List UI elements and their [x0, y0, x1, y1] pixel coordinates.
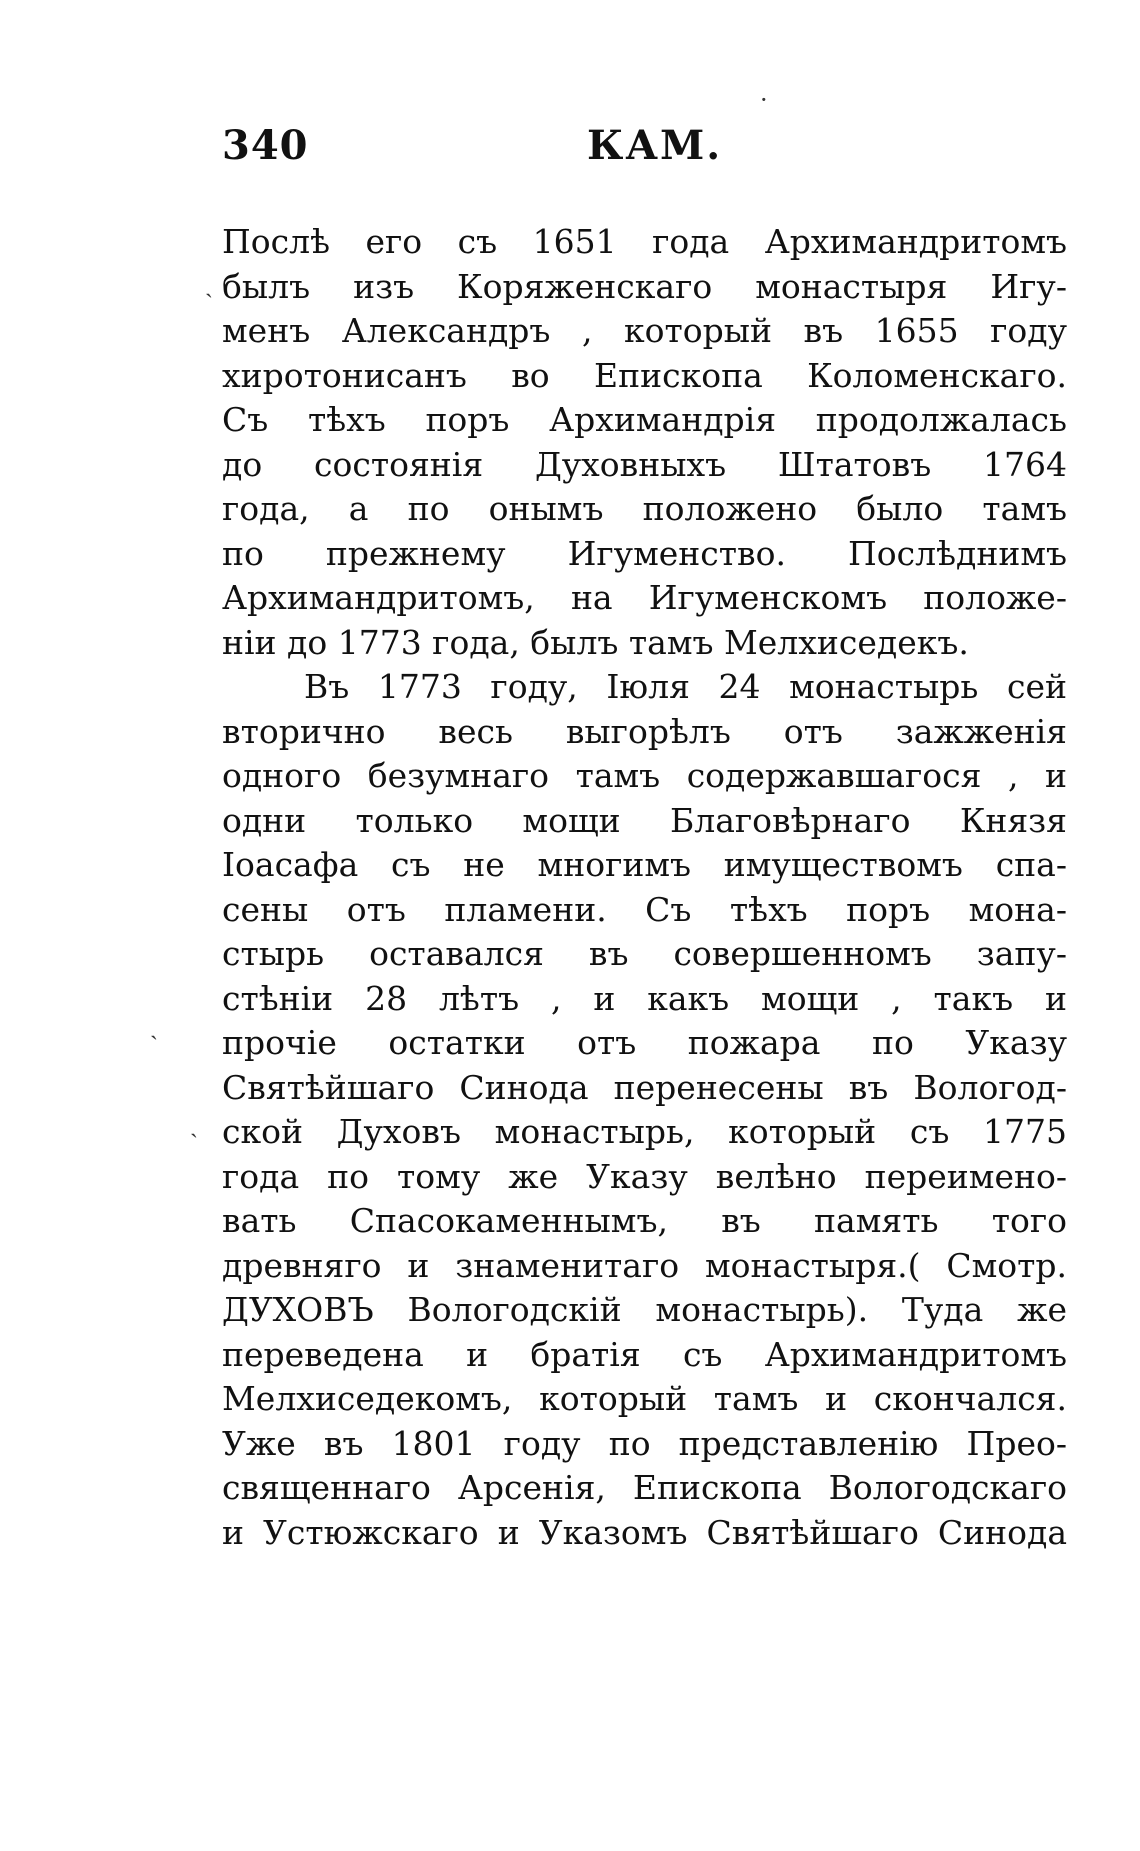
text-line: Послѣ его съ 1651 года Архимандритомъ: [222, 222, 1067, 261]
text-line: менъ Александръ , который въ 1655 году: [222, 311, 1067, 350]
text-line: прочіе остатки отъ пожара по Указу: [222, 1023, 1067, 1062]
text-line: ніи до 1773 года, былъ тамъ Мелхиседекъ.: [222, 622, 969, 662]
margin-speck: ˏ: [205, 270, 213, 298]
text-line: одни только мощи Благовѣрнаго Князя: [222, 800, 1067, 840]
text-line: Въ 1773 году, Іюля 24 монастырь сей: [304, 667, 1067, 706]
margin-speck: ˏ: [190, 1110, 198, 1138]
text-line: священнаго Арсенія, Епископа Вологодскаго: [222, 1468, 1067, 1507]
margin-speck: ·: [760, 86, 768, 114]
running-head: КАМ.: [587, 122, 723, 169]
text-line: Святѣйшаго Синода перенесены въ Вологод-: [222, 1067, 1067, 1107]
text-line: года, а по онымъ положено было тамъ: [222, 489, 1067, 528]
text-line: древняго и знаменитаго монастыря.( Смотр.: [222, 1245, 1067, 1285]
text-line: Архимандритомъ, на Игуменскомъ положе-: [222, 578, 1067, 617]
margin-speck: ˏ: [150, 1012, 158, 1040]
text-line: переведена и братія съ Архимандритомъ: [222, 1334, 1067, 1374]
text-line: сены отъ пламени. Съ тѣхъ поръ мона-: [222, 889, 1067, 929]
page-header: [222, 122, 1067, 182]
text-line: хиротонисанъ во Епископа Коломенскаго.: [222, 355, 1067, 395]
text-line: года по тому же Указу велѣно переимено-: [222, 1156, 1067, 1196]
text-line: ДУХОВЪ Вологодскій монастырь). Туда же: [222, 1290, 1067, 1329]
text-line: Іоасафа съ не многимъ имуществомъ спа-: [222, 845, 1067, 884]
text-line: вать Спасокаменнымъ, въ память того: [222, 1201, 1067, 1240]
text-line: стѣніи 28 лѣтъ , и какъ мощи , такъ и: [222, 978, 1067, 1018]
text-line: ской Духовъ монастырь, который съ 1775: [222, 1112, 1067, 1151]
text-line: былъ изъ Коряженскаго монастыря Игу-: [222, 266, 1067, 306]
text-line: Съ тѣхъ поръ Архимандрія продолжалась: [222, 400, 1067, 439]
text-line: Уже въ 1801 году по представленію Прео-: [222, 1423, 1067, 1463]
text-line: Мелхиседекомъ, который тамъ и скончался.: [222, 1379, 1067, 1418]
text-line: до состоянія Духовныхъ Штатовъ 1764: [222, 444, 1067, 484]
body-text: [222, 220, 1067, 1555]
text-line: по прежнему Игуменство. Послѣднимъ: [222, 533, 1067, 573]
text-line: одного безумнаго тамъ содержавшагося , и: [222, 756, 1067, 795]
page-number: 340: [222, 122, 309, 169]
text-line: и Устюжскаго и Указомъ Святѣйшаго Синода: [222, 1512, 1067, 1552]
text-line: вторично весь выгорѣлъ отъ зажженія: [222, 711, 1067, 751]
text-line: стырь оставался въ совершенномъ запу-: [222, 934, 1067, 973]
